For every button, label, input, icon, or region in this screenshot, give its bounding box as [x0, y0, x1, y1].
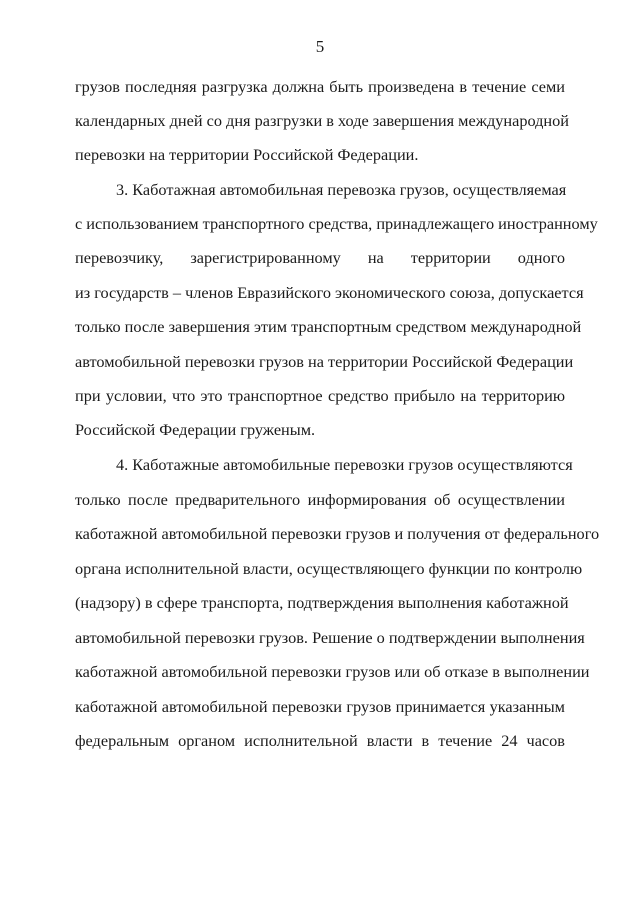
text-line: Российской Федерации груженым.: [75, 420, 316, 439]
text-line: (надзору) в сфере транспорта, подтверждения выполнения каботажной: [75, 593, 569, 612]
text-line: органа исполнительной власти, осуществляющего функции по контролю: [75, 559, 583, 578]
text-line: федеральным органом исполнительной власти в течение 24 часов: [75, 731, 565, 750]
text-line: перевозки на территории Российской Федерации.: [75, 145, 419, 164]
text-line: только после завершения этим транспортным средством международной: [75, 317, 582, 336]
text-line: 4. Каботажные автомобильные перевозки грузов осуществляются: [116, 455, 573, 474]
text-line: с использованием транспортного средства, принадлежащего иностранному: [75, 214, 598, 233]
text-line: каботажной автомобильной перевозки грузов принимается указанным: [75, 697, 565, 716]
text-line: 3. Каботажная автомобильная перевозка грузов, осуществляемая: [116, 180, 567, 199]
text-line: каботажной автомобильной перевозки грузов или об отказе в выполнении: [75, 662, 590, 681]
text-line: из государств – членов Евразийского экономического союза, допускается: [75, 283, 584, 302]
text-line: календарных дней со дня разгрузки в ходе завершения международной: [75, 111, 569, 130]
text-line: грузов последняя разгрузка должна быть произведена в течение семи: [75, 77, 565, 96]
text-line: автомобильной перевозки грузов. Решение о подтверждении выполнения: [75, 628, 585, 647]
text-line: перевозчику, зарегистрированному на территории одного: [75, 248, 565, 267]
text-line: только после предварительного информирования об осуществлении: [75, 490, 565, 509]
page-number: 5: [315, 37, 325, 56]
text-line: каботажной автомобильной перевозки грузов и получения от федерального: [75, 524, 600, 543]
text-line: автомобильной перевозки грузов на территории Российской Федерации: [75, 352, 574, 371]
text-line: при условии, что это транспортное средство прибыло на территорию: [75, 386, 565, 405]
